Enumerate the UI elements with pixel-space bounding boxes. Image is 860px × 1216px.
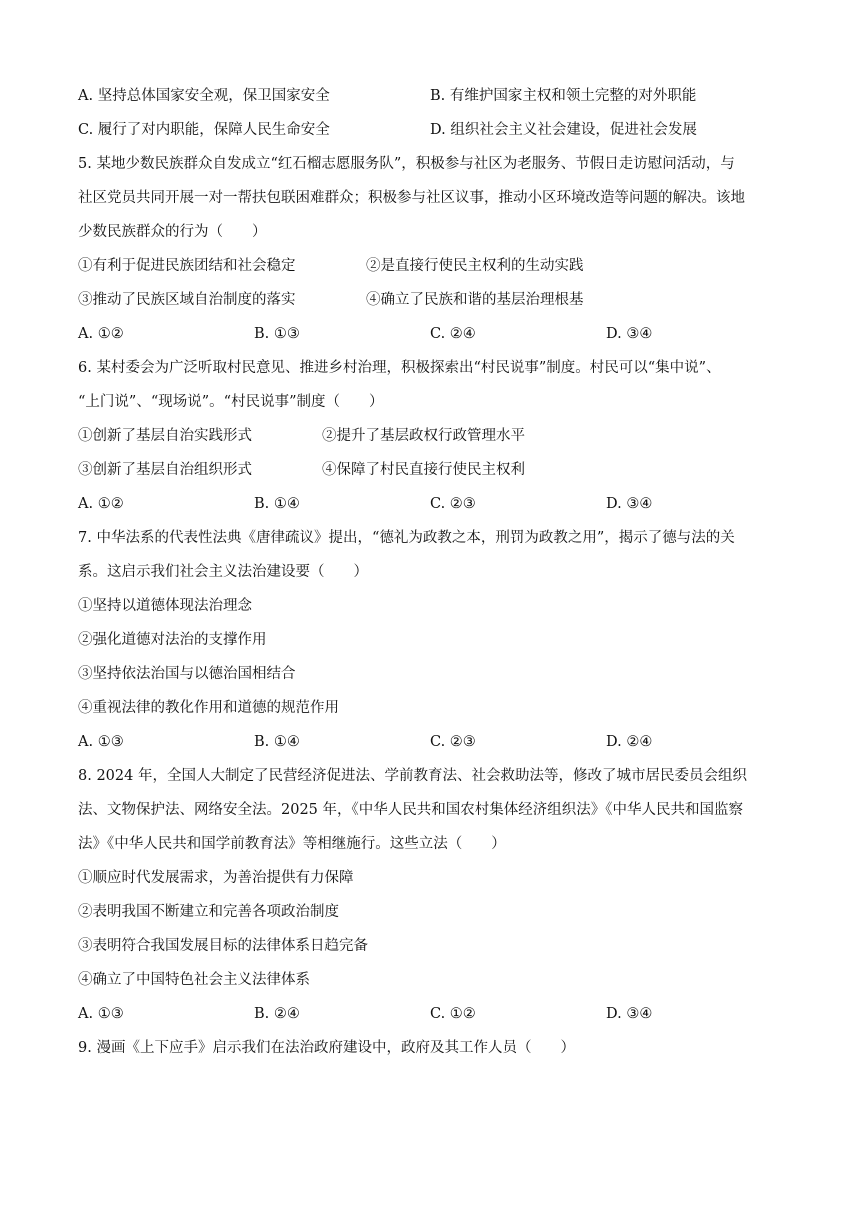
q8-choice-b: B. ②④ [254,1006,300,1022]
q7-choice-c: C. ②③ [430,734,476,750]
q7-statement-3: ③坚持依法治国与以德治国相结合 [78,666,296,682]
q8-stem-line-1: 8. 2024 年，全国人大制定了民营经济促进法、学前教育法、社会救助法等，修改了城市居民委员会组织 [78,768,747,784]
q7-choices [78,732,798,752]
q6-choice-c: C. ②③ [430,496,476,512]
q6-choice-d: D. ③④ [606,496,653,512]
q8-statement-2: ②表明我国不断建立和完善各项政治制度 [78,904,339,920]
q5-statement-3: ③推动了民族区域自治制度的落实 [78,292,296,308]
q8-statement-4: ④确立了中国特色社会主义法律体系 [78,972,310,988]
q8-statement-3: ③表明符合我国发展目标的法律体系日趋完备 [78,938,368,954]
q6-statement-4: ④保障了村民直接行使民主权利 [322,462,525,478]
q7-choice-d: D. ②④ [606,734,653,750]
q7-stem-line-2: 系。这启示我们社会主义法治建设要（ ） [78,564,368,580]
q6-stem-line-2: “上门说”、“现场说”。“村民说事”制度（ ） [78,394,384,410]
q5-stem-line-1: 5. 某地少数民族群众自发成立“红石榴志愿服务队”，积极参与社区为老服务、节假日走访慰问活动，与 [78,156,735,172]
q7-choice-b: B. ①④ [254,734,300,750]
q5-stem-line-2: 社区党员共同开展一对一帮扶包联困难群众；积极参与社区议事，推动小区环境改造等问题的解决。该地 [78,190,745,206]
q6-statement-2: ②提升了基层政权行政管理水平 [322,428,525,444]
q4-option-d: D. 组织社会主义社会建设，促进社会发展 [430,122,697,138]
q5-choices [78,324,798,344]
q4-option-a: A. 坚持总体国家安全观，保卫国家安全 [78,88,330,104]
q7-choice-a: A. ①③ [78,734,124,750]
q6-statement-3: ③创新了基层自治组织形式 [78,462,252,478]
q8-choice-a: A. ①③ [78,1006,124,1022]
q7-stem-line-1: 7. 中华法系的代表性法典《唐律疏议》提出，“德礼为政教之本，刑罚为政教之用”，揭示了德与法的关 [78,530,735,546]
q7-statement-4: ④重视法律的教化作用和道德的规范作用 [78,700,339,716]
q5-choice-b: B. ①③ [254,326,300,342]
q7-statement-1: ①坚持以道德体现法治理念 [78,598,252,614]
q8-choice-c: C. ①② [430,1006,476,1022]
q5-choice-c: C. ②④ [430,326,476,342]
q8-stem-line-2: 法、文物保护法、网络安全法。2025 年，《中华人民共和国农村集体经济组织法》《中华人民共和国监察 [78,802,744,818]
q6-choice-a: A. ①② [78,496,124,512]
q6-choice-b: B. ①④ [254,496,300,512]
q9-stem-line-1: 9. 漫画《上下应手》启示我们在法治政府建设中，政府及其工作人员（ ） [78,1040,575,1056]
q5-statements-row-1 [78,256,798,276]
q5-statement-4: ④确立了民族和谐的基层治理根基 [366,292,584,308]
q8-statement-1: ①顺应时代发展需求，为善治提供有力保障 [78,870,354,886]
q4-options-row-1 [78,86,798,106]
q6-statement-1: ①创新了基层自治实践形式 [78,428,252,444]
q6-statements-row-1 [78,426,798,446]
q4-option-b: B. 有维护国家主权和领土完整的对外职能 [430,88,697,104]
q6-choices [78,494,798,514]
q8-stem-line-3: 法》《中华人民共和国学前教育法》等相继施行。这些立法（ ） [78,836,506,852]
q6-stem-line-1: 6. 某村委会为广泛听取村民意见、推进乡村治理，积极探索出“村民说事”制度。村民可以“集中说”、 [78,360,721,376]
q8-choice-d: D. ③④ [606,1006,653,1022]
q5-choice-a: A. ①② [78,326,124,342]
q5-choice-d: D. ③④ [606,326,653,342]
q7-statement-2: ②强化道德对法治的支撑作用 [78,632,267,648]
q6-statements-row-2 [78,460,798,480]
q5-stem-line-3: 少数民族群众的行为（ ） [78,224,267,240]
q5-statement-2: ②是直接行使民主权利的生动实践 [366,258,584,274]
q8-choices [78,1004,798,1024]
q4-options-row-2 [78,120,798,140]
q5-statement-1: ①有利于促进民族团结和社会稳定 [78,258,296,274]
q4-option-c: C. 履行了对内职能，保障人民生命安全 [78,122,330,138]
q5-statements-row-2 [78,290,798,310]
